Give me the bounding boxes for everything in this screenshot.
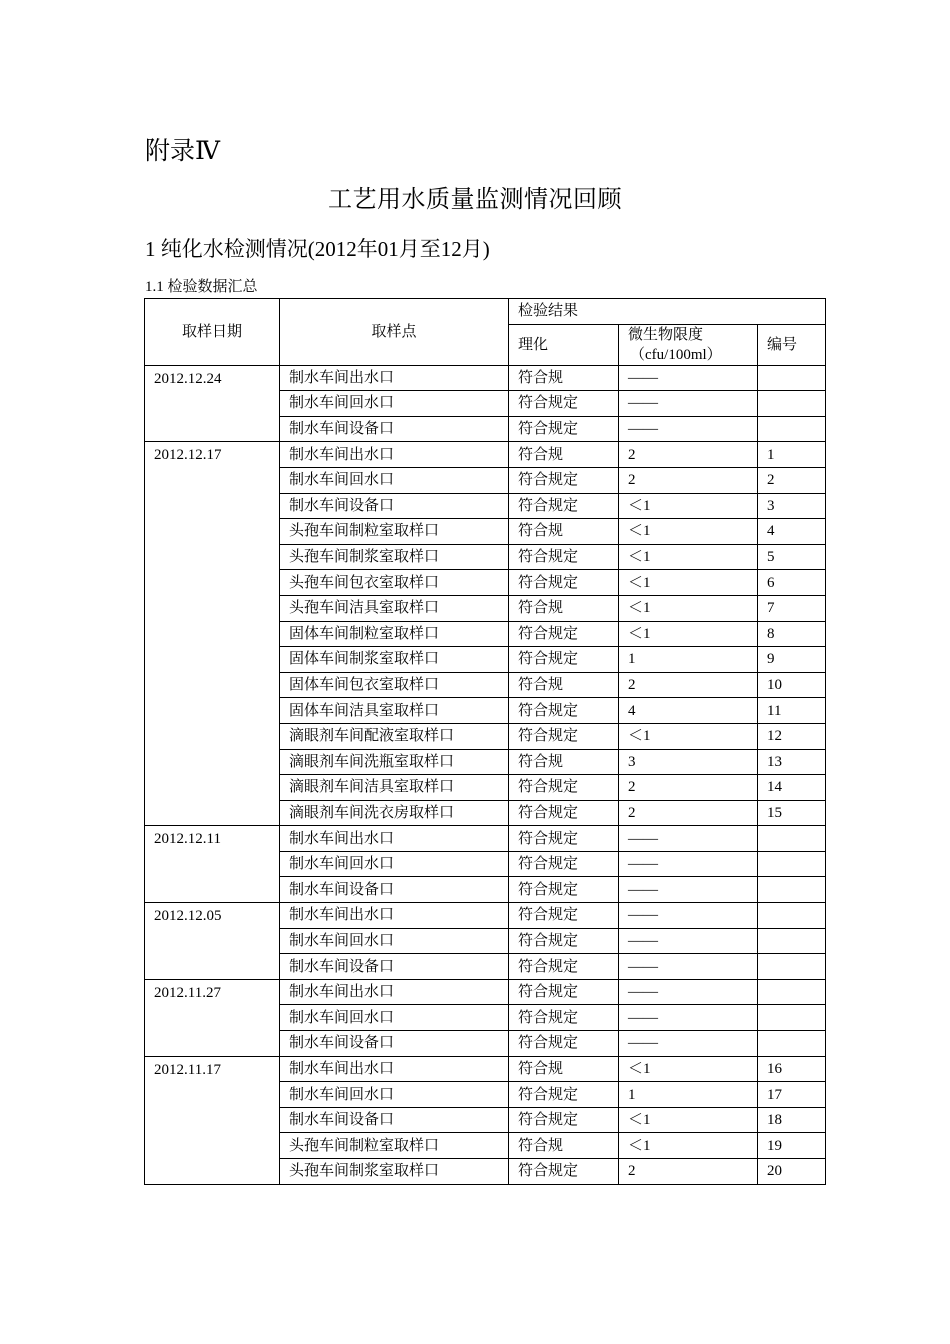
physchem-result-cell: 符合规定 — [509, 903, 619, 929]
micro-limit-cell: —— — [619, 416, 758, 442]
physchem-result-cell: 符合规定 — [509, 954, 619, 980]
number-cell: 19 — [758, 1133, 826, 1159]
number-cell: 16 — [758, 1056, 826, 1082]
table-row — [145, 365, 826, 391]
sample-point-cell: 制水车间回水口 — [280, 467, 509, 493]
number-cell — [758, 851, 826, 877]
number-cell: 17 — [758, 1082, 826, 1108]
sample-point-cell: 头孢车间制粒室取样口 — [280, 1133, 509, 1159]
table-row — [145, 442, 826, 468]
physchem-result-cell: 符合规 — [509, 365, 619, 391]
micro-limit-cell: —— — [619, 365, 758, 391]
physchem-result-cell: 符合规定 — [509, 1107, 619, 1133]
number-cell — [758, 954, 826, 980]
number-cell: 13 — [758, 749, 826, 775]
sample-point-cell: 制水车间出水口 — [280, 979, 509, 1005]
physchem-result-cell: 符合规定 — [509, 1031, 619, 1057]
sample-point-cell: 头孢车间制浆室取样口 — [280, 544, 509, 570]
sample-point-cell: 头孢车间洁具室取样口 — [280, 595, 509, 621]
number-cell — [758, 365, 826, 391]
micro-limit-cell: ＜1 — [619, 519, 758, 545]
subsection-heading: 1.1 检验数据汇总 — [145, 279, 258, 295]
table-header-row — [145, 299, 826, 325]
sample-point-cell: 制水车间回水口 — [280, 1082, 509, 1108]
table-row — [145, 1056, 826, 1082]
physchem-result-cell: 符合规定 — [509, 1082, 619, 1108]
number-cell: 12 — [758, 723, 826, 749]
micro-limit-cell: ＜1 — [619, 1056, 758, 1082]
physchem-result-cell: 符合规 — [509, 672, 619, 698]
table-row — [145, 903, 826, 929]
number-cell — [758, 826, 826, 852]
number-cell — [758, 979, 826, 1005]
sample-point-cell: 滴眼剂车间洁具室取样口 — [280, 775, 509, 801]
physchem-result-cell: 符合规定 — [509, 979, 619, 1005]
document-title: 工艺用水质量监测情况回顾 — [328, 187, 622, 213]
micro-limit-cell: —— — [619, 928, 758, 954]
number-cell: 20 — [758, 1159, 826, 1185]
physchem-result-cell: 符合规定 — [509, 800, 619, 826]
sample-point-cell: 制水车间出水口 — [280, 365, 509, 391]
physchem-result-cell: 符合规定 — [509, 544, 619, 570]
micro-limit-cell: ＜1 — [619, 570, 758, 596]
header-micro-limit-label: 微生物限度 — [628, 326, 704, 343]
sample-point-cell: 滴眼剂车间洗衣房取样口 — [280, 800, 509, 826]
number-cell: 10 — [758, 672, 826, 698]
physchem-result-cell: 符合规定 — [509, 467, 619, 493]
number-cell: 7 — [758, 595, 826, 621]
sample-point-cell: 制水车间设备口 — [280, 954, 509, 980]
sample-date-cell: 2012.11.27 — [145, 979, 280, 1056]
sample-date-cell: 2012.12.17 — [145, 442, 280, 826]
physchem-result-cell: 符合规定 — [509, 1005, 619, 1031]
micro-limit-cell: 4 — [619, 698, 758, 724]
micro-limit-cell: ＜1 — [619, 621, 758, 647]
number-cell: 8 — [758, 621, 826, 647]
sample-point-cell: 制水车间设备口 — [280, 877, 509, 903]
number-cell — [758, 903, 826, 929]
number-cell: 14 — [758, 775, 826, 801]
inspection-data-table — [144, 298, 826, 1185]
micro-limit-cell: 2 — [619, 442, 758, 468]
sample-point-cell: 制水车间设备口 — [280, 493, 509, 519]
physchem-result-cell: 符合规定 — [509, 775, 619, 801]
sample-point-cell: 制水车间出水口 — [280, 826, 509, 852]
sample-date-cell: 2012.12.11 — [145, 826, 280, 903]
number-cell — [758, 416, 826, 442]
header-micro-unit: （cfu/100ml） — [630, 346, 722, 363]
physchem-result-cell: 符合规 — [509, 519, 619, 545]
sample-point-cell: 滴眼剂车间配液室取样口 — [280, 723, 509, 749]
micro-limit-cell: ＜1 — [619, 544, 758, 570]
sample-point-cell: 制水车间回水口 — [280, 391, 509, 417]
micro-limit-cell: —— — [619, 1031, 758, 1057]
number-cell: 9 — [758, 647, 826, 673]
sample-date-cell: 2012.12.24 — [145, 365, 280, 442]
micro-limit-cell: —— — [619, 979, 758, 1005]
micro-limit-cell: —— — [619, 1005, 758, 1031]
sample-point-cell: 固体车间制浆室取样口 — [280, 647, 509, 673]
header-sample-date: 取样日期 — [145, 299, 280, 366]
sample-point-cell: 固体车间制粒室取样口 — [280, 621, 509, 647]
sample-point-cell: 头孢车间包衣室取样口 — [280, 570, 509, 596]
micro-limit-cell: 1 — [619, 647, 758, 673]
header-test-results: 检验结果 — [509, 299, 826, 325]
sample-point-cell: 制水车间出水口 — [280, 1056, 509, 1082]
header-number: 编号 — [758, 324, 826, 365]
number-cell: 3 — [758, 493, 826, 519]
physchem-result-cell: 符合规定 — [509, 698, 619, 724]
sample-point-cell: 制水车间设备口 — [280, 416, 509, 442]
sample-date-cell: 2012.12.05 — [145, 903, 280, 980]
number-cell: 2 — [758, 467, 826, 493]
physchem-result-cell: 符合规定 — [509, 877, 619, 903]
physchem-result-cell: 符合规定 — [509, 416, 619, 442]
micro-limit-cell: ＜1 — [619, 493, 758, 519]
physchem-result-cell: 符合规 — [509, 1133, 619, 1159]
micro-limit-cell: 1 — [619, 1082, 758, 1108]
sample-point-cell: 制水车间回水口 — [280, 851, 509, 877]
physchem-result-cell: 符合规 — [509, 1056, 619, 1082]
sample-point-cell: 头孢车间制粒室取样口 — [280, 519, 509, 545]
sample-point-cell: 制水车间回水口 — [280, 928, 509, 954]
number-cell — [758, 1031, 826, 1057]
number-cell: 15 — [758, 800, 826, 826]
header-sample-point: 取样点 — [280, 299, 509, 366]
number-cell: 18 — [758, 1107, 826, 1133]
micro-limit-cell: —— — [619, 826, 758, 852]
table-row — [145, 826, 826, 852]
micro-limit-cell: ＜1 — [619, 1133, 758, 1159]
section-heading: 1 纯化水检测情况(2012年01月至12月) — [145, 237, 490, 261]
sample-point-cell: 固体车间洁具室取样口 — [280, 698, 509, 724]
micro-limit-cell: —— — [619, 851, 758, 877]
sample-point-cell: 制水车间出水口 — [280, 903, 509, 929]
micro-limit-cell: 2 — [619, 775, 758, 801]
micro-limit-cell: —— — [619, 391, 758, 417]
sample-point-cell: 滴眼剂车间洗瓶室取样口 — [280, 749, 509, 775]
sample-point-cell: 头孢车间制浆室取样口 — [280, 1159, 509, 1185]
header-physchem: 理化 — [509, 324, 619, 365]
number-cell — [758, 1005, 826, 1031]
number-cell: 6 — [758, 570, 826, 596]
number-cell — [758, 877, 826, 903]
micro-limit-cell: ＜1 — [619, 1107, 758, 1133]
physchem-result-cell: 符合规 — [509, 595, 619, 621]
appendix-label: 附录Ⅳ — [145, 138, 220, 165]
micro-limit-cell: 2 — [619, 800, 758, 826]
micro-limit-cell: ＜1 — [619, 723, 758, 749]
physchem-result-cell: 符合规定 — [509, 647, 619, 673]
table-row — [145, 979, 826, 1005]
physchem-result-cell: 符合规定 — [509, 493, 619, 519]
micro-limit-cell: —— — [619, 877, 758, 903]
micro-limit-cell: 3 — [619, 749, 758, 775]
physchem-result-cell: 符合规 — [509, 749, 619, 775]
sample-date-cell: 2012.11.17 — [145, 1056, 280, 1184]
physchem-result-cell: 符合规定 — [509, 928, 619, 954]
sample-point-cell: 制水车间设备口 — [280, 1031, 509, 1057]
number-cell — [758, 928, 826, 954]
physchem-result-cell: 符合规定 — [509, 1159, 619, 1185]
micro-limit-cell: 2 — [619, 672, 758, 698]
table-body — [145, 365, 826, 1184]
number-cell: 5 — [758, 544, 826, 570]
number-cell — [758, 391, 826, 417]
physchem-result-cell: 符合规定 — [509, 851, 619, 877]
physchem-result-cell: 符合规定 — [509, 621, 619, 647]
physchem-result-cell: 符合规定 — [509, 723, 619, 749]
micro-limit-cell: ＜1 — [619, 595, 758, 621]
sample-point-cell: 制水车间设备口 — [280, 1107, 509, 1133]
physchem-result-cell: 符合规 — [509, 442, 619, 468]
sample-point-cell: 固体车间包衣室取样口 — [280, 672, 509, 698]
micro-limit-cell: —— — [619, 954, 758, 980]
sample-point-cell: 制水车间出水口 — [280, 442, 509, 468]
micro-limit-cell: 2 — [619, 1159, 758, 1185]
micro-limit-cell: —— — [619, 903, 758, 929]
header-micro-limit — [619, 324, 758, 365]
physchem-result-cell: 符合规定 — [509, 570, 619, 596]
physchem-result-cell: 符合规定 — [509, 391, 619, 417]
number-cell: 4 — [758, 519, 826, 545]
micro-limit-cell: 2 — [619, 467, 758, 493]
number-cell: 1 — [758, 442, 826, 468]
sample-point-cell: 制水车间回水口 — [280, 1005, 509, 1031]
physchem-result-cell: 符合规定 — [509, 826, 619, 852]
number-cell: 11 — [758, 698, 826, 724]
